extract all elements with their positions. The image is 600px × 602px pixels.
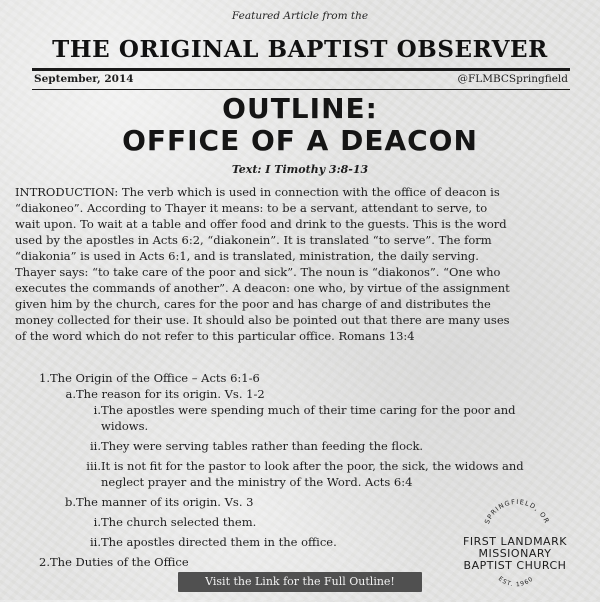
- masthead-rule-bottom: [32, 89, 570, 90]
- outline-item: [0, 458, 600, 474]
- outline-marker: 1.: [39, 371, 50, 385]
- outline-text: neglect prayer and the ministry of the Word. Acts 6:4: [101, 475, 413, 489]
- outline-marker: a.: [65, 387, 76, 401]
- text-line: “diakonia” is used in Acts 6:1, and is translated, ministration, the daily serving.: [15, 249, 479, 263]
- outline-marker: iii.: [86, 459, 101, 473]
- article-title-line-1: OUTLINE:: [222, 92, 378, 125]
- text-line: used by the apostles in Acts 6:2, “diakonein”. It is translated “to serve”. The form: [15, 233, 492, 247]
- church-name-line: BAPTIST CHURCH: [463, 559, 567, 572]
- outline-text: The manner of its origin. Vs. 3: [76, 495, 254, 509]
- thayer-paragraph: [15, 264, 587, 344]
- outline-item-continued: [0, 418, 600, 434]
- outline-text: The church selected them.: [101, 515, 257, 529]
- outline-text: They were serving tables rather than feeding the flock.: [101, 439, 424, 453]
- outline-marker: ii.: [89, 439, 101, 453]
- text-line: executes the commands of another”. A deacon: one who, by virtue of the assignment: [15, 281, 510, 295]
- outline-text: The Duties of the Office: [50, 555, 189, 569]
- outline-marker: i.: [93, 515, 101, 529]
- outline-item: [0, 386, 600, 402]
- logo-established: EST. 1960: [496, 575, 536, 589]
- outline-marker: 2.: [39, 555, 50, 569]
- outline-text: widows.: [101, 419, 149, 433]
- svg-text:SPRINGFIELD, OR: [483, 498, 551, 525]
- church-name-line: FIRST LANDMARK: [463, 535, 567, 548]
- church-logo: [455, 492, 575, 602]
- outline-text: The Origin of the Office – Acts 6:1-6: [50, 371, 260, 385]
- text-line: of the word which do not refer to this particular office. Romans 13:4: [15, 329, 415, 343]
- featured-label: Featured Article from the: [231, 10, 369, 22]
- text-line: INTRODUCTION: The verb which is used in connection with the office of deacon is: [15, 185, 500, 199]
- outline-text: The apostles were spending much of their time caring for the poor and: [101, 403, 516, 417]
- text-line: given him by the church, cares for the poor and has charge of and distributes the: [15, 297, 491, 311]
- outline-marker: b.: [64, 495, 76, 509]
- outline-item: [0, 402, 600, 418]
- outline-item-continued: [0, 474, 600, 490]
- logo-arc-text: SPRINGFIELD, OR: [482, 497, 552, 526]
- church-name-line: MISSIONARY: [478, 547, 552, 560]
- text-line: Thayer says: “to take care of the poor and sick”. The noun is “diakonos”. “One who: [15, 265, 501, 279]
- article-title-line-2: OFFICE OF A DEACON: [122, 124, 478, 157]
- outline-marker: i.: [93, 403, 101, 417]
- outline-text: The reason for its origin. Vs. 1-2: [76, 387, 265, 401]
- masthead-rule-top: [32, 68, 570, 71]
- introduction-paragraph: [15, 184, 587, 264]
- outline-marker: ii.: [89, 535, 101, 549]
- publication-title: THE ORIGINAL BAPTIST OBSERVER: [52, 36, 548, 63]
- text-line: “diakoneo”. According to Thayer it means: to be a servant, attendant to serve, to: [15, 201, 488, 215]
- text-line: wait upon. To wait at a table and offer food and drink to the guests. This is the word: [15, 217, 507, 231]
- full-outline-link-button[interactable]: Visit the Link for the Full Outline!: [178, 572, 422, 592]
- svg-text:EST. 1960: [497, 575, 535, 588]
- social-handle: @FLMBCSpringfield: [457, 73, 568, 85]
- outline-text: It is not fit for the pastor to look after the poor, the sick, the widows and: [101, 459, 524, 473]
- issue-date: September, 2014: [34, 73, 134, 85]
- outline-item: [0, 370, 600, 386]
- text-line: money collected for their use. It should also be pointed out that there are many uses: [15, 313, 510, 327]
- outline-text: The apostles directed them in the office.: [101, 535, 337, 549]
- outline-item: [0, 438, 600, 454]
- scripture-reference: Text: I Timothy 3:8-13: [231, 163, 369, 176]
